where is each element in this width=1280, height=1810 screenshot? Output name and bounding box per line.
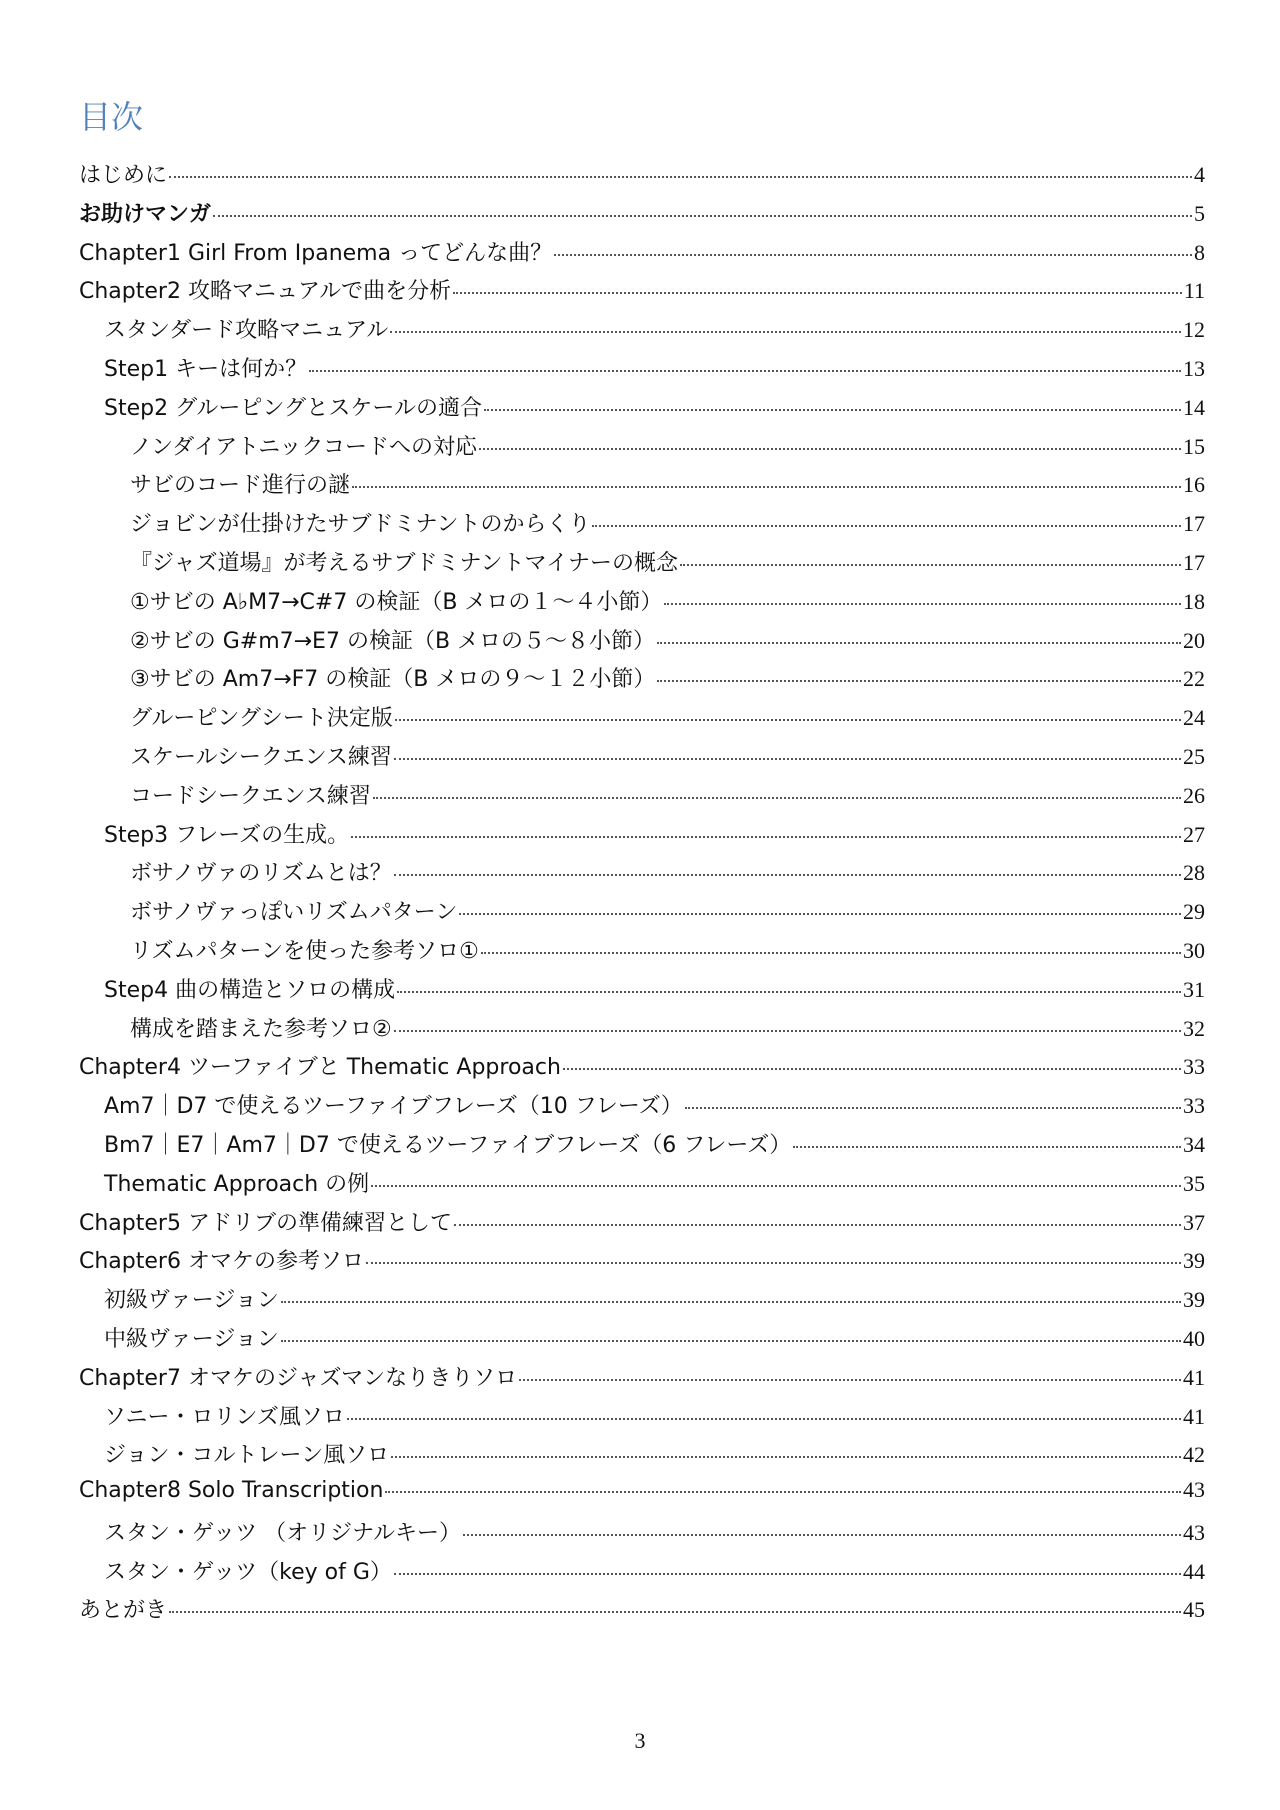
toc-entry[interactable]	[79, 973, 1205, 1012]
toc-entry-page: 43	[1183, 1519, 1205, 1545]
toc-entry-label: あとがき	[79, 1598, 168, 1624]
toc-entry[interactable]	[79, 1477, 1205, 1516]
toc-entry-page: 39	[1183, 1248, 1205, 1274]
toc-entry-label: Step4 曲の構造とソロの構成	[104, 977, 396, 1003]
toc-entry-label: Step2 グルーピングとスケールの適合	[104, 395, 482, 421]
toc-entry-page: 24	[1183, 705, 1205, 731]
toc-entry[interactable]	[79, 1400, 1205, 1439]
toc-entry-label: Chapter5 アドリブの準備練習として	[79, 1210, 452, 1236]
toc-entry[interactable]	[79, 1167, 1205, 1206]
toc-entry-label: はじめに	[79, 163, 168, 188]
toc-entry-label: Chapter6 オマケの参考ソロ	[79, 1249, 364, 1275]
dot-leader	[657, 680, 1181, 682]
dot-leader	[481, 952, 1181, 954]
toc-entry-label: 初級ヴァージョン	[104, 1288, 279, 1314]
toc-entry-page: 11	[1183, 278, 1205, 304]
toc-entry-label: Chapter1 Girl From Ipanema ってどんな曲？	[79, 240, 553, 266]
dot-leader	[352, 486, 1181, 488]
toc-entry[interactable]	[79, 1593, 1205, 1632]
toc-entry[interactable]	[79, 546, 1205, 585]
toc-entry-page: 34	[1183, 1131, 1205, 1157]
toc-entry-page: 25	[1183, 743, 1205, 769]
toc-entry-page: 31	[1183, 976, 1205, 1002]
toc-entry-label: ③サビの Am7→F7 の検証（B メロの９～１２小節）	[130, 667, 656, 693]
toc-entry-page: 20	[1183, 627, 1205, 653]
dot-leader	[657, 642, 1181, 644]
toc-entry-page: 8	[1194, 239, 1205, 265]
toc-entry-page: 5	[1194, 200, 1205, 226]
dot-leader	[394, 1573, 1181, 1575]
toc-entry-page: 12	[1183, 317, 1205, 343]
toc-entry-page: 30	[1183, 937, 1205, 963]
toc-entry[interactable]	[79, 430, 1205, 469]
toc-entry-page: 45	[1183, 1597, 1205, 1623]
dot-leader	[390, 331, 1181, 333]
toc-entry-page: 39	[1183, 1287, 1205, 1313]
toc-entry-label: Step3 フレーズの生成。	[104, 822, 350, 848]
toc-entry[interactable]	[79, 740, 1205, 779]
toc-entry[interactable]	[79, 1089, 1205, 1128]
toc-entry-page: 37	[1183, 1209, 1205, 1235]
dot-leader	[592, 525, 1181, 527]
toc-title: 目次	[79, 98, 144, 136]
toc-entry-page: 15	[1183, 433, 1205, 459]
toc-entry-page: 28	[1183, 860, 1205, 886]
toc-entry-label: Bm7｜E7｜Am7｜D7 で使えるツーファイブフレーズ（6 フレーズ）	[104, 1132, 792, 1158]
toc-entry-label: ボサノヴァのリズムとは？	[130, 861, 392, 887]
toc-entry[interactable]	[79, 1555, 1205, 1594]
dot-leader	[373, 797, 1181, 799]
dot-leader	[563, 1068, 1181, 1070]
toc-entry[interactable]	[79, 585, 1205, 624]
toc-entry-label: Chapter2 攻略マニュアルで曲を分析	[79, 279, 452, 305]
toc-entry-label: ①サビの A♭M7→C#7 の検証（B メロの１～４小節）	[130, 589, 663, 615]
dot-leader	[793, 1146, 1181, 1148]
toc-entry-page: 43	[1183, 1477, 1205, 1503]
toc-entry-page: 44	[1183, 1558, 1205, 1584]
toc-entry-label: ジョン・コルトレーン風ソロ	[104, 1443, 390, 1469]
toc-entry[interactable]	[79, 1206, 1205, 1245]
toc-entry-label: Step1 キーは何か？	[104, 356, 308, 382]
toc-entry-label: ノンダイアトニックコードへの対応	[130, 434, 477, 460]
dot-leader	[680, 564, 1181, 566]
toc-entry-page: 16	[1183, 472, 1205, 498]
toc-entry[interactable]	[79, 1283, 1205, 1322]
toc-entry-label: 構成を踏まえた参考ソロ②	[130, 1016, 392, 1042]
toc-entry[interactable]	[79, 895, 1205, 934]
toc-entry[interactable]	[79, 158, 1205, 197]
toc-entry[interactable]	[79, 313, 1205, 352]
toc-entry-label: ソニー・ロリンズ風ソロ	[104, 1404, 345, 1430]
dot-leader	[347, 1418, 1181, 1420]
toc-entry[interactable]	[79, 1012, 1205, 1051]
toc-entry[interactable]	[79, 1322, 1205, 1361]
toc-entry[interactable]	[79, 274, 1205, 313]
toc-entry-label: ②サビの G#m7→E7 の検証（B メロの５～８小節）	[130, 628, 656, 654]
dot-leader	[169, 1611, 1181, 1613]
toc-entry[interactable]	[79, 507, 1205, 546]
toc-entry-label: リズムパターンを使った参考ソロ①	[130, 938, 479, 964]
toc-entry-label: 『ジャズ道場』が考えるサブドミナントマイナーの概念	[130, 550, 679, 576]
toc-entry[interactable]	[79, 236, 1205, 275]
toc-entry-page: 18	[1183, 588, 1205, 614]
toc-entry[interactable]	[79, 197, 1205, 236]
toc-entry-label: Thematic Approach の例	[104, 1171, 370, 1197]
toc-entry-page: 22	[1183, 666, 1205, 692]
dot-leader	[394, 758, 1181, 760]
toc-entry-label: スタンダード攻略マニュアル	[104, 318, 389, 344]
toc-entry[interactable]	[79, 1361, 1205, 1400]
toc-entry[interactable]	[79, 701, 1205, 740]
dot-leader	[281, 1340, 1181, 1342]
toc-entry-label: お助けマンガ	[79, 201, 212, 227]
dot-leader	[664, 603, 1181, 605]
dot-leader	[484, 409, 1181, 411]
dot-leader	[169, 176, 1192, 178]
dot-leader	[394, 1030, 1181, 1032]
toc-entry[interactable]	[79, 662, 1205, 701]
dot-leader	[385, 1491, 1181, 1493]
dot-leader	[554, 254, 1192, 256]
toc-entry-page: 27	[1183, 821, 1205, 847]
toc-entry[interactable]	[79, 1516, 1205, 1555]
dot-leader	[394, 874, 1181, 876]
page-number: 3	[634, 1728, 646, 1753]
toc-entry-page: 13	[1183, 355, 1205, 381]
toc-entry-page: 26	[1183, 782, 1205, 808]
dot-leader	[213, 215, 1192, 217]
dot-leader	[366, 1262, 1181, 1264]
dot-leader	[479, 448, 1181, 450]
toc-entry-label: Am7｜D7 で使えるツーファイブフレーズ（10 フレーズ）	[104, 1094, 683, 1120]
dot-leader	[454, 1224, 1181, 1226]
toc-entry-label: スケールシークエンス練習	[130, 744, 392, 770]
toc-entry-page: 33	[1183, 1093, 1205, 1119]
toc-entry-label: スタン・ゲッツ （オリジナルキー）	[104, 1520, 462, 1546]
dot-leader	[519, 1379, 1181, 1381]
dot-leader	[459, 913, 1181, 915]
toc-entry-page: 41	[1183, 1364, 1205, 1390]
toc-entry-label: サビのコード進行の謎	[130, 473, 351, 499]
toc-entry-page: 40	[1183, 1325, 1205, 1351]
toc-entry-label: 中級ヴァージョン	[104, 1326, 279, 1352]
toc-entry-label: ボサノヴァっぽいリズムパターン	[130, 900, 458, 926]
toc-entry-page: 42	[1183, 1442, 1205, 1468]
dot-leader	[281, 1301, 1181, 1303]
toc-entry-label: Chapter8 Solo Transcription	[79, 1478, 384, 1504]
toc-entry-label: スタン・ゲッツ（key of G）	[104, 1559, 392, 1585]
toc-entry-page: 14	[1183, 394, 1205, 420]
toc-entry[interactable]	[79, 1244, 1205, 1283]
toc-entry-page: 41	[1183, 1403, 1205, 1429]
toc-entry-page: 17	[1183, 549, 1205, 575]
toc-entry-label: グルーピングシート決定版	[130, 706, 393, 732]
toc-entry[interactable]	[79, 856, 1205, 895]
toc-entry[interactable]	[79, 1050, 1205, 1089]
toc-entry[interactable]	[79, 624, 1205, 663]
dot-leader	[453, 292, 1182, 294]
toc-entry-label: ジョビンが仕掛けたサブドミナントのからくり	[130, 512, 591, 538]
toc-entry[interactable]	[79, 818, 1205, 857]
toc-entry-page: 17	[1183, 511, 1205, 537]
toc-entry-label: Chapter7 オマケのジャズマンなりきりソロ	[79, 1365, 518, 1391]
toc-entry[interactable]	[79, 352, 1205, 391]
toc-entry-label: コードシークエンス練習	[130, 783, 371, 809]
toc-entry[interactable]	[79, 779, 1205, 818]
toc-entry[interactable]	[79, 934, 1205, 973]
toc-entry[interactable]	[79, 1128, 1205, 1167]
toc-entry[interactable]	[79, 391, 1205, 430]
toc-entry-page: 4	[1194, 162, 1205, 187]
dot-leader	[395, 719, 1181, 721]
toc-entry[interactable]	[79, 1438, 1205, 1477]
dot-leader	[463, 1534, 1181, 1536]
dot-leader	[371, 1185, 1181, 1187]
toc-entry-page: 35	[1183, 1170, 1205, 1196]
table-of-contents	[79, 158, 1205, 1632]
toc-entry-page: 29	[1183, 899, 1205, 925]
toc-entry-page: 33	[1183, 1054, 1205, 1080]
dot-leader	[391, 1456, 1181, 1458]
dot-leader	[309, 370, 1181, 372]
dot-leader	[351, 836, 1181, 838]
dot-leader	[397, 991, 1181, 993]
toc-entry-page: 32	[1183, 1015, 1205, 1041]
toc-entry[interactable]	[79, 468, 1205, 507]
toc-entry-label: Chapter4 ツーファイブと Thematic Approach	[79, 1055, 561, 1081]
dot-leader	[685, 1107, 1181, 1109]
